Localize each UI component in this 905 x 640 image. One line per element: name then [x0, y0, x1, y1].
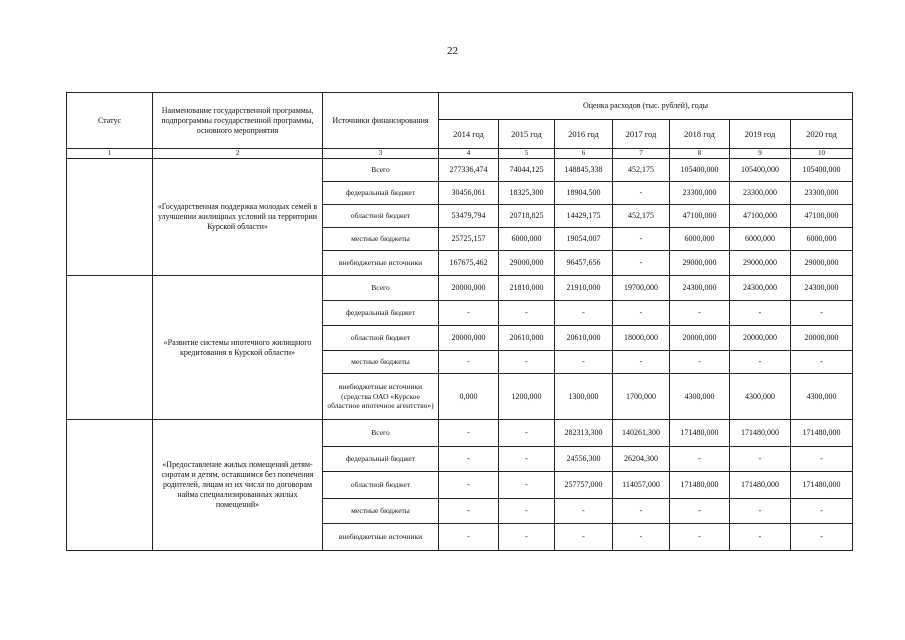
- value-cell: 26204,300: [613, 447, 670, 472]
- program-name: «Предоставление жилых помещений детям-сиротам и детям, оставшимся без попечения родителей, лицам из их числа по договорам найма специализированных жилых помещений»: [153, 420, 323, 551]
- source-label: Всего: [323, 159, 439, 182]
- value-cell: 20000,000: [439, 276, 499, 301]
- value-cell: -: [499, 447, 555, 472]
- value-cell: 20000,000: [730, 326, 791, 351]
- value-cell: -: [670, 351, 730, 374]
- value-cell: 6000,000: [499, 228, 555, 251]
- estimate-header: Оценка расходов (тыс. рублей), годы: [439, 93, 853, 120]
- value-cell: 452,175: [613, 159, 670, 182]
- table-row: [67, 159, 853, 182]
- value-cell: -: [499, 420, 555, 447]
- value-cell: 24556,300: [555, 447, 613, 472]
- column-number: 2: [153, 149, 323, 159]
- value-cell: 1700,000: [613, 374, 670, 420]
- value-cell: -: [791, 447, 853, 472]
- source-label: внебюджетные источники: [323, 251, 439, 276]
- value-cell: 74044,125: [499, 159, 555, 182]
- value-cell: 20000,000: [439, 326, 499, 351]
- year-header: 2015 год: [499, 120, 555, 149]
- value-cell: 140261,300: [613, 420, 670, 447]
- value-cell: -: [791, 499, 853, 524]
- status-cell: [67, 276, 153, 420]
- value-cell: -: [613, 251, 670, 276]
- value-cell: 18325,300: [499, 182, 555, 205]
- value-cell: 4300,000: [791, 374, 853, 420]
- source-label: областной бюджет: [323, 205, 439, 228]
- value-cell: 21910,000: [555, 276, 613, 301]
- value-cell: 18904,500: [555, 182, 613, 205]
- value-cell: 20000,000: [670, 326, 730, 351]
- value-cell: 277336,474: [439, 159, 499, 182]
- value-cell: 24300,000: [730, 276, 791, 301]
- value-cell: 171480,000: [670, 420, 730, 447]
- value-cell: 29000,000: [670, 251, 730, 276]
- value-cell: 47100,000: [791, 205, 853, 228]
- table-row: [67, 420, 853, 447]
- value-cell: -: [439, 301, 499, 326]
- source-label: внебюджетные источники: [323, 524, 439, 551]
- year-header: 2014 год: [439, 120, 499, 149]
- value-cell: 6000,000: [670, 228, 730, 251]
- value-cell: -: [499, 472, 555, 499]
- value-cell: 18000,000: [613, 326, 670, 351]
- program-name: «Развитие системы ипотечного жилищного кредитования в Курской области»: [153, 276, 323, 420]
- column-number: 3: [323, 149, 439, 159]
- value-cell: -: [439, 499, 499, 524]
- value-cell: -: [791, 301, 853, 326]
- value-cell: -: [730, 499, 791, 524]
- year-header: 2019 год: [730, 120, 791, 149]
- value-cell: 1300,000: [555, 374, 613, 420]
- value-cell: 105400,000: [730, 159, 791, 182]
- source-label: федеральный бюджет: [323, 301, 439, 326]
- value-cell: 23300,000: [730, 182, 791, 205]
- value-cell: 4300,000: [730, 374, 791, 420]
- status-header: Статус: [67, 93, 153, 149]
- value-cell: -: [613, 524, 670, 551]
- value-cell: -: [555, 351, 613, 374]
- value-cell: -: [670, 524, 730, 551]
- source-label: местные бюджеты: [323, 351, 439, 374]
- value-cell: 20610,000: [555, 326, 613, 351]
- value-cell: -: [439, 524, 499, 551]
- value-cell: -: [730, 351, 791, 374]
- value-cell: 29000,000: [791, 251, 853, 276]
- value-cell: 148845,338: [555, 159, 613, 182]
- table-row: [67, 276, 853, 301]
- column-number: 9: [730, 149, 791, 159]
- value-cell: 105400,000: [791, 159, 853, 182]
- value-cell: 1200,000: [499, 374, 555, 420]
- value-cell: 0,000: [439, 374, 499, 420]
- value-cell: -: [555, 301, 613, 326]
- value-cell: -: [499, 301, 555, 326]
- source-label: местные бюджеты: [323, 499, 439, 524]
- value-cell: 282313,300: [555, 420, 613, 447]
- year-header: 2016 год: [555, 120, 613, 149]
- value-cell: -: [439, 447, 499, 472]
- value-cell: -: [499, 524, 555, 551]
- name-header: Наименование государственной программы, подпрограммы государственной программы, основного мероприятия: [153, 93, 323, 149]
- value-cell: 171480,000: [730, 472, 791, 499]
- year-header: 2017 год: [613, 120, 670, 149]
- year-header: 2020 год: [791, 120, 853, 149]
- status-cell: [67, 159, 153, 276]
- value-cell: -: [439, 472, 499, 499]
- value-cell: 24300,000: [670, 276, 730, 301]
- value-cell: -: [670, 301, 730, 326]
- value-cell: -: [791, 351, 853, 374]
- value-cell: 21810,000: [499, 276, 555, 301]
- column-number: 4: [439, 149, 499, 159]
- column-number: 10: [791, 149, 853, 159]
- budget-table: [66, 92, 853, 551]
- value-cell: 24300,000: [791, 276, 853, 301]
- column-number: 6: [555, 149, 613, 159]
- value-cell: -: [613, 228, 670, 251]
- value-cell: 171480,000: [791, 472, 853, 499]
- source-label: внебюджетные источники (средства ОАО «Курское областное ипотечное агентство»): [323, 374, 439, 420]
- value-cell: -: [439, 351, 499, 374]
- value-cell: 114057,000: [613, 472, 670, 499]
- value-cell: 96457,656: [555, 251, 613, 276]
- value-cell: 29000,000: [499, 251, 555, 276]
- value-cell: -: [613, 351, 670, 374]
- value-cell: -: [791, 524, 853, 551]
- value-cell: -: [499, 351, 555, 374]
- value-cell: 4300,000: [670, 374, 730, 420]
- value-cell: -: [439, 420, 499, 447]
- value-cell: 23300,000: [670, 182, 730, 205]
- value-cell: 105400,000: [670, 159, 730, 182]
- value-cell: 53479,794: [439, 205, 499, 228]
- value-cell: -: [555, 524, 613, 551]
- source-label: федеральный бюджет: [323, 447, 439, 472]
- value-cell: 20718,825: [499, 205, 555, 228]
- value-cell: -: [613, 499, 670, 524]
- value-cell: -: [499, 499, 555, 524]
- value-cell: 47100,000: [730, 205, 791, 228]
- value-cell: -: [730, 447, 791, 472]
- value-cell: 30456,061: [439, 182, 499, 205]
- value-cell: -: [613, 182, 670, 205]
- value-cell: 25725,157: [439, 228, 499, 251]
- value-cell: -: [555, 499, 613, 524]
- year-header: 2018 год: [670, 120, 730, 149]
- column-number: 8: [670, 149, 730, 159]
- page-number: 22: [447, 45, 458, 57]
- value-cell: 47100,000: [670, 205, 730, 228]
- value-cell: 23300,000: [791, 182, 853, 205]
- source-label: Всего: [323, 276, 439, 301]
- column-number: 1: [67, 149, 153, 159]
- value-cell: 452,175: [613, 205, 670, 228]
- value-cell: -: [730, 301, 791, 326]
- value-cell: 20000,000: [791, 326, 853, 351]
- source-label: областной бюджет: [323, 326, 439, 351]
- source-label: областной бюджет: [323, 472, 439, 499]
- value-cell: 167675,462: [439, 251, 499, 276]
- value-cell: -: [670, 447, 730, 472]
- column-number: 7: [613, 149, 670, 159]
- value-cell: 171480,000: [791, 420, 853, 447]
- value-cell: 171480,000: [730, 420, 791, 447]
- value-cell: -: [670, 499, 730, 524]
- source-label: местные бюджеты: [323, 228, 439, 251]
- source-label: федеральный бюджет: [323, 182, 439, 205]
- status-cell: [67, 420, 153, 551]
- value-cell: 19700,000: [613, 276, 670, 301]
- value-cell: 19054,007: [555, 228, 613, 251]
- value-cell: 6000,000: [791, 228, 853, 251]
- program-name: «Государственная поддержка молодых семей в улучшении жилищных условий на территории Курской области»: [153, 159, 323, 276]
- value-cell: 29000,000: [730, 251, 791, 276]
- value-cell: 14429,175: [555, 205, 613, 228]
- value-cell: -: [730, 524, 791, 551]
- source-label: Всего: [323, 420, 439, 447]
- value-cell: 20610,000: [499, 326, 555, 351]
- value-cell: -: [613, 301, 670, 326]
- column-number: 5: [499, 149, 555, 159]
- sources-header: Источники финансирования: [323, 93, 439, 149]
- value-cell: 6000,000: [730, 228, 791, 251]
- value-cell: 171480,000: [670, 472, 730, 499]
- value-cell: 257757,000: [555, 472, 613, 499]
